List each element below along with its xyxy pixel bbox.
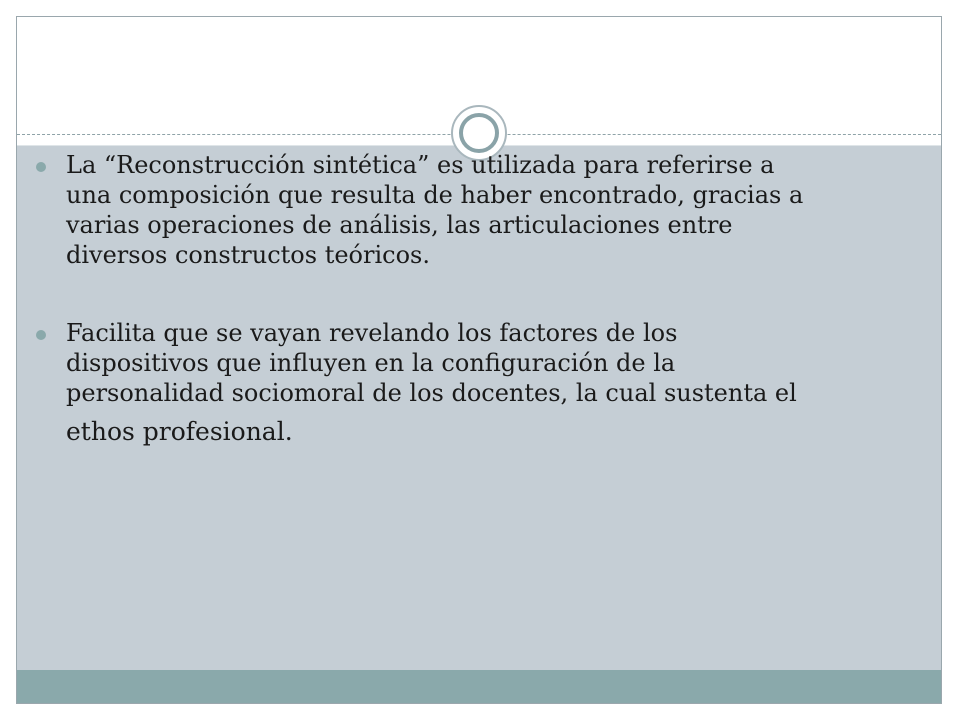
bullet-item — [36, 150, 916, 270]
bullet-list — [36, 150, 916, 502]
bullet-dot-icon — [36, 162, 46, 172]
bullet-text: La “Reconstrucción sintética” es utilizada para referirse a una composición que resulta de haber encontrado, gracias a varias operaciones de análisis, las articulaciones entre diversos constructos teóricos. — [66, 151, 804, 269]
bullet-text: Facilita que se vayan revelando los factores de los dispositivos que influyen en la configuración de la personalidad sociomoral de los docentes, la cual sustenta el — [66, 319, 797, 407]
bullet-text-last-line: ethos profesional. — [66, 417, 293, 446]
bullet-dot-icon — [36, 330, 46, 340]
bullet-item — [36, 318, 916, 454]
circle-ornament-inner — [459, 113, 499, 153]
